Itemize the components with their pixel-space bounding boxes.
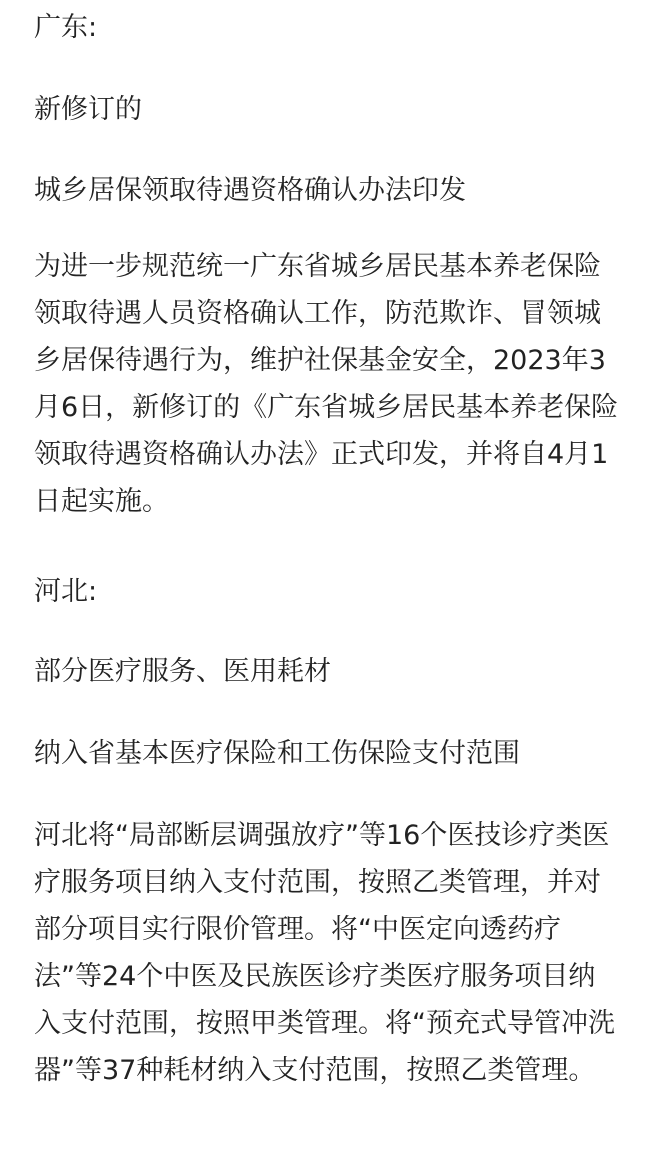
- news-title-line-2: 纳入省基本医疗保险和工伤保险支付范围: [34, 738, 520, 769]
- region-heading-guangdong: 广东:: [34, 12, 98, 43]
- news-body-paragraph: 河北将“局部断层调强放疗”等16个医技诊疗类医疗服务项目纳入支付范围，按照乙类管理，并对部分项目实行限价管理。将“中医定向透药疗法”等24个中医及民族医诊疗类医疗服务项目纳入支付范围，按照甲类管理。将“预充式导管冲洗器”等37种耗材纳入支付范围，按照乙类管理。: [34, 820, 615, 1086]
- news-body-paragraph: 为进一步规范统一广东省城乡居民基本养老保险领取待遇人员资格确认工作，防范欺诈、冒领城乡居保待遇行为，维护社保基金安全，2023年3月6日，新修订的《广东省城乡居民基本养老保险领取待遇资格确认办法》正式印发，并将自4月1日起实施。: [34, 251, 619, 517]
- region-heading-hebei: 河北:: [34, 576, 98, 607]
- news-title-line-1: 新修订的: [34, 94, 142, 125]
- news-title-line-1: 部分医疗服务、医用耗材: [34, 656, 331, 687]
- news-title-line-2: 城乡居保领取待遇资格确认办法印发: [34, 175, 466, 206]
